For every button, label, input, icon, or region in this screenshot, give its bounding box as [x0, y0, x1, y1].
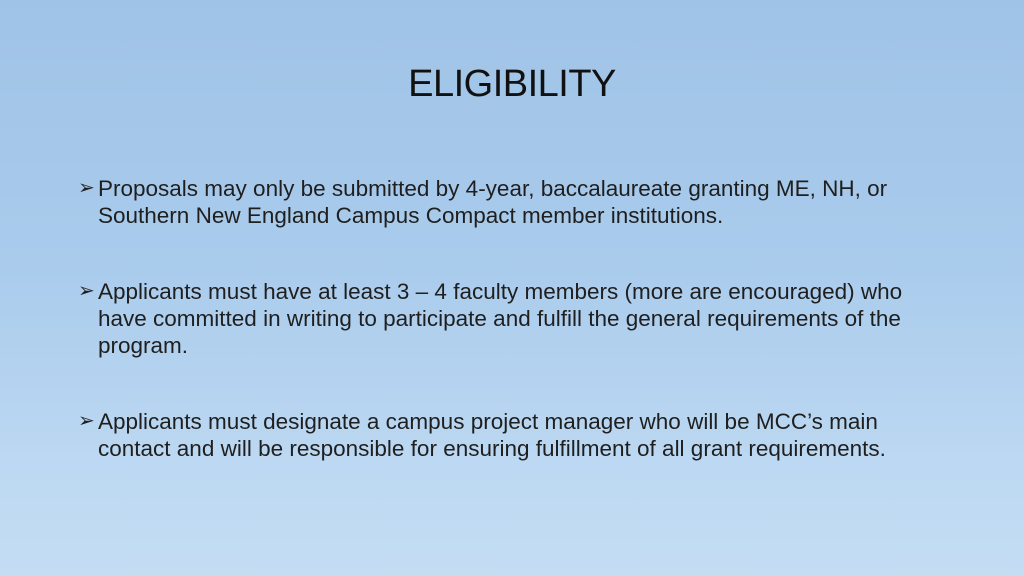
arrow-bullet-icon: ➢ — [78, 410, 95, 432]
arrow-bullet-icon: ➢ — [78, 280, 95, 302]
bullet-text: Applicants must have at least 3 – 4 faculty members (more are encouraged) who have committed in writing to participate and fulfill the general requirements of the program. — [98, 279, 903, 358]
bullet-item — [78, 278, 938, 359]
bullet-item — [78, 408, 938, 462]
bullet-list — [78, 175, 938, 462]
bullet-text: Applicants must designate a campus project manager who will be MCC’s main contact and will be responsible for ensuring fulfillment of all grant requirements. — [98, 409, 886, 461]
bullet-item — [78, 175, 938, 229]
slide-title: ELIGIBILITY — [408, 63, 616, 105]
arrow-bullet-icon: ➢ — [78, 177, 95, 199]
bullet-text: Proposals may only be submitted by 4-year, baccalaureate granting ME, NH, or Southern New England Campus Compact member institutions. — [98, 176, 888, 228]
